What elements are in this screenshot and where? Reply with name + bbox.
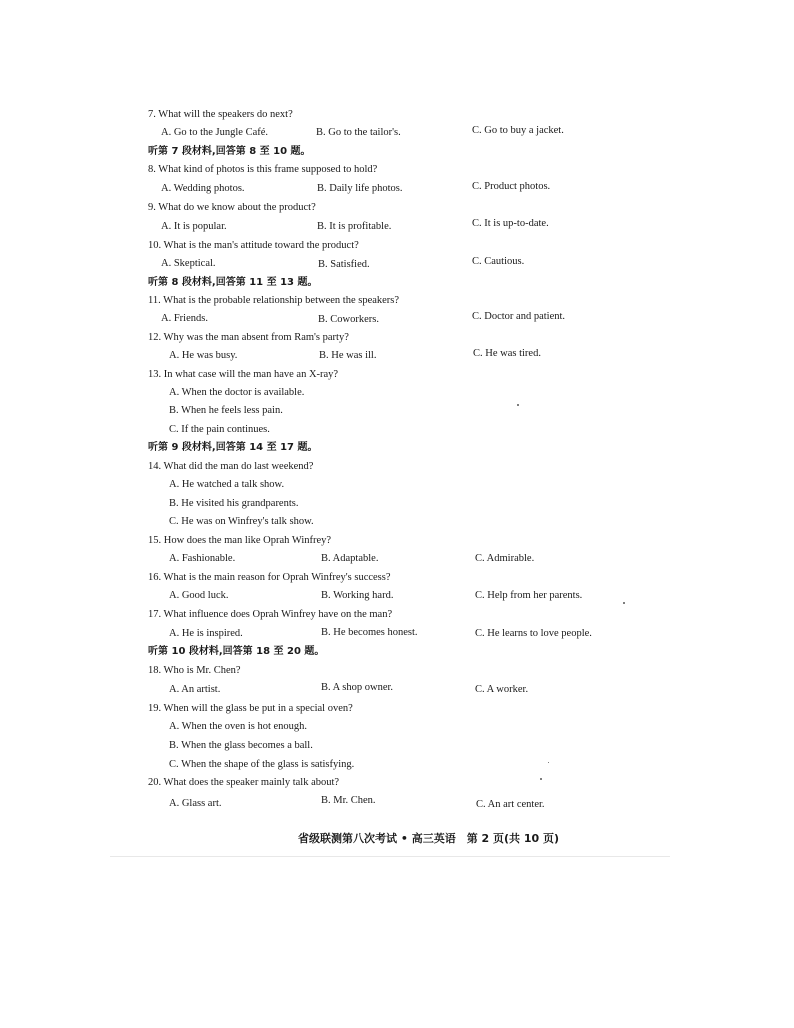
option-a: A. When the doctor is available. [169, 387, 305, 398]
option-c: C. Product photos. [472, 181, 551, 192]
question-stem: 20. What does the speaker mainly talk about? [148, 777, 340, 788]
question-stem: 17. What influence does Oprah Winfrey have on the man? [148, 609, 393, 620]
option-c: C. He was tired. [473, 348, 541, 359]
question-stem: 16. What is the main reason for Oprah Winfrey's success? [148, 572, 391, 583]
option-a: A. He watched a talk show. [169, 479, 285, 490]
section-heading: 听第 10 段材料,回答第 18 至 20 题。 [148, 646, 325, 657]
scan-line [110, 856, 670, 857]
option-b: B. Satisfied. [318, 259, 370, 270]
option-a: A. Friends. [161, 313, 208, 324]
question-stem: 10. What is the man's attitude toward the product? [148, 240, 359, 251]
question-stem: 9. What do we know about the product? [148, 202, 316, 213]
option-a: A. When the oven is hot enough. [169, 721, 308, 732]
option-a: A. He is inspired. [169, 628, 243, 639]
question-stem: 8. What kind of photos is this frame supposed to hold? [148, 164, 378, 175]
option-c: C. He was on Winfrey's talk show. [169, 516, 314, 527]
question-stem: 19. When will the glass be put in a special oven? [148, 703, 353, 714]
option-b: B. Coworkers. [318, 314, 379, 325]
option-c: C. Doctor and patient. [472, 311, 566, 322]
option-c: C. Help from her parents. [475, 590, 583, 601]
question-stem: 14. What did the man do last weekend? [148, 461, 314, 472]
question-stem: 15. How does the man like Oprah Winfrey? [148, 535, 332, 546]
option-c: C. If the pain continues. [169, 424, 270, 435]
page-footer: 省级联测第八次考试 • 高三英语 第 2 页(共 10 页) [298, 832, 560, 845]
question-stem: 7. What will the speakers do next? [148, 109, 293, 120]
option-c: C. Go to buy a jacket. [472, 125, 564, 136]
question-stem: 12. Why was the man absent from Ram's party? [148, 332, 349, 343]
option-b: B. Mr. Chen. [321, 795, 376, 806]
option-c: C. It is up-to-date. [472, 218, 549, 229]
option-c: C. When the shape of the glass is satisfying. [169, 759, 355, 770]
option-b: B. He becomes honest. [321, 627, 418, 638]
option-b: B. Go to the tailor's. [316, 127, 401, 138]
option-a: A. It is popular. [161, 221, 227, 232]
question-stem: 13. In what case will the man have an X-ray? [148, 369, 339, 380]
option-b: B. When he feels less pain. [169, 405, 283, 416]
option-b: B. He was ill. [319, 350, 377, 361]
option-a: A. Good luck. [169, 590, 229, 601]
option-b: B. A shop owner. [321, 682, 394, 693]
option-b: B. Working hard. [321, 590, 394, 601]
section-heading: 听第 7 段材料,回答第 8 至 10 题。 [148, 146, 311, 157]
option-b: B. When the glass becomes a ball. [169, 740, 313, 751]
option-a: A. Wedding photos. [161, 183, 245, 194]
section-heading: 听第 9 段材料,回答第 14 至 17 题。 [148, 442, 318, 453]
scan-speck [540, 778, 542, 780]
scan-speck [623, 602, 625, 604]
option-b: B. Adaptable. [321, 553, 379, 564]
option-a: A. Glass art. [169, 798, 222, 809]
section-heading: 听第 8 段材料,回答第 11 至 13 题。 [148, 277, 318, 288]
option-c: C. Admirable. [475, 553, 535, 564]
option-a: A. An artist. [169, 684, 221, 695]
option-c: C. A worker. [475, 684, 529, 695]
question-stem: 18. Who is Mr. Chen? [148, 665, 241, 676]
option-a: A. He was busy. [169, 350, 238, 361]
option-b: B. Daily life photos. [317, 183, 403, 194]
option-b: B. He visited his grandparents. [169, 498, 299, 509]
option-a: A. Fashionable. [169, 553, 236, 564]
option-c: C. He learns to love people. [475, 628, 592, 639]
option-c: C. Cautious. [472, 256, 525, 267]
scan-speck [517, 404, 519, 406]
option-c: C. An art center. [476, 799, 545, 810]
scan-speck [548, 762, 549, 763]
option-a: A. Go to the Jungle Café. [161, 127, 269, 138]
question-stem: 11. What is the probable relationship between the speakers? [148, 295, 400, 306]
option-b: B. It is profitable. [317, 221, 392, 232]
option-a: A. Skeptical. [161, 258, 216, 269]
